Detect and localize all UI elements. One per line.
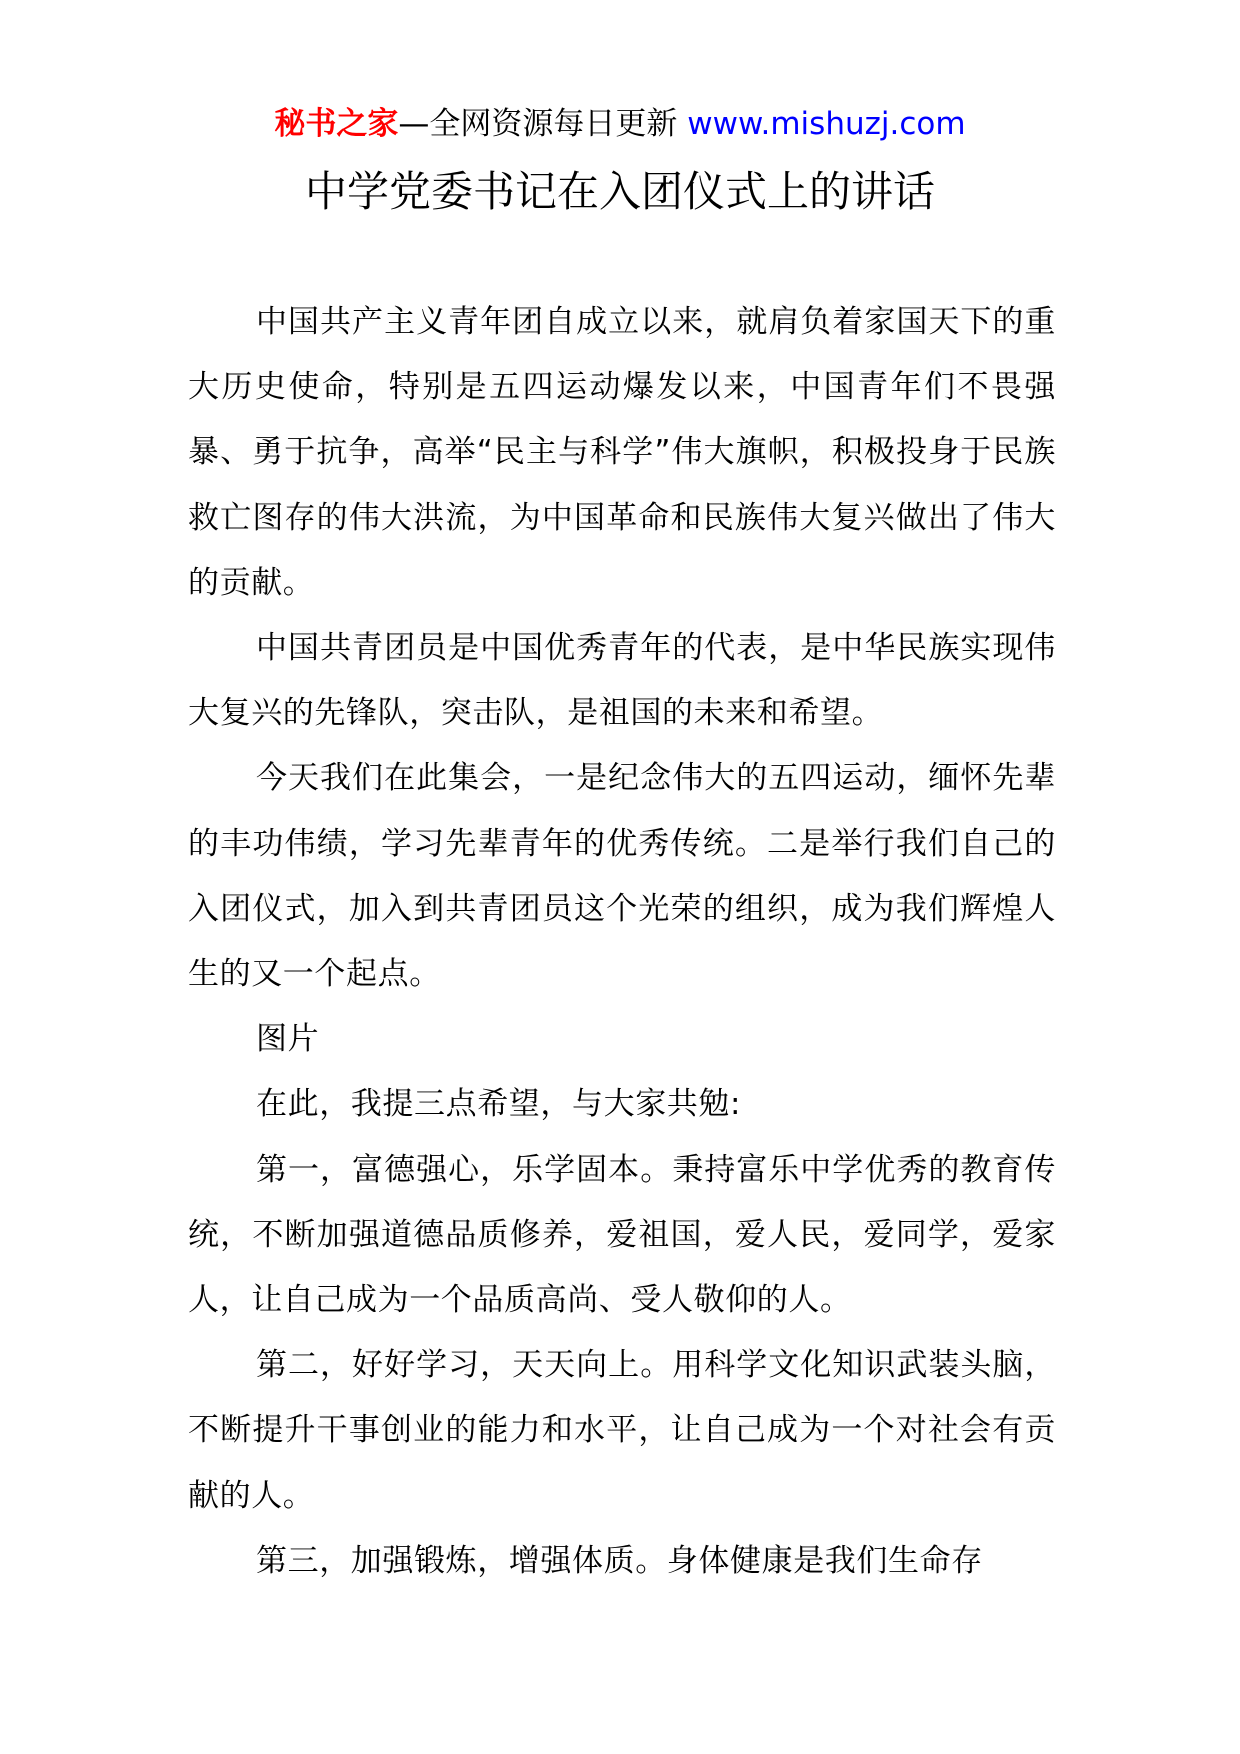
paragraph: 在此，我提三点希望，与大家共勉: xyxy=(256,1086,742,1123)
paragraph: 第一，富德强心，乐学固本。秉持富乐中学优秀的教育传统，不断加强道德品质修养，爱祖国，爱人民，爱同学，爱家人，让自己成为一个品质高尚、受人敬仰的人。 xyxy=(188,1151,1056,1319)
paragraph: 今天我们在此集会，一是纪念伟大的五四运动，缅怀先辈的丰功伟绩，学习先辈青年的优秀传统。二是举行我们自己的入团仪式，加入到共青团员这个光荣的组织，成为我们辉煌人生的又一个起点。 xyxy=(188,760,1056,993)
site-tagline: —全网资源每日更新 xyxy=(398,106,678,142)
site-header xyxy=(0,102,1240,146)
image-placeholder-label: 图片 xyxy=(256,1021,320,1058)
paragraph: 中国共产主义青年团自成立以来，就肩负着家国天下的重大历史使命，特别是五四运动爆发以来，中国青年们不畏强暴、勇于抗争，高举“民主与科学”伟大旗帜，积极投身于民族救亡图存的伟大洪流，为中国革命和民族伟大复兴做出了伟大的贡献。 xyxy=(188,304,1056,601)
document-body xyxy=(188,290,1056,1594)
document-title: 中学党委书记在入团仪式上的讲话 xyxy=(304,167,935,216)
brand-name: 秘书之家 xyxy=(274,106,399,142)
paragraph: 第三，加强锻炼，增强体质。身体健康是我们生命存 xyxy=(256,1542,983,1579)
paragraph: 第二，好好学习，天天向上。用科学文化知识武装头脑，不断提升干事创业的能力和水平，让自己成为一个对社会有贡献的人。 xyxy=(188,1347,1056,1514)
paragraph: 中国共青团员是中国优秀青年的代表，是中华民族实现伟大复兴的先锋队，突击队，是祖国的未来和希望。 xyxy=(188,630,1056,732)
site-url[interactable]: www.mishuzj.com xyxy=(687,106,966,142)
